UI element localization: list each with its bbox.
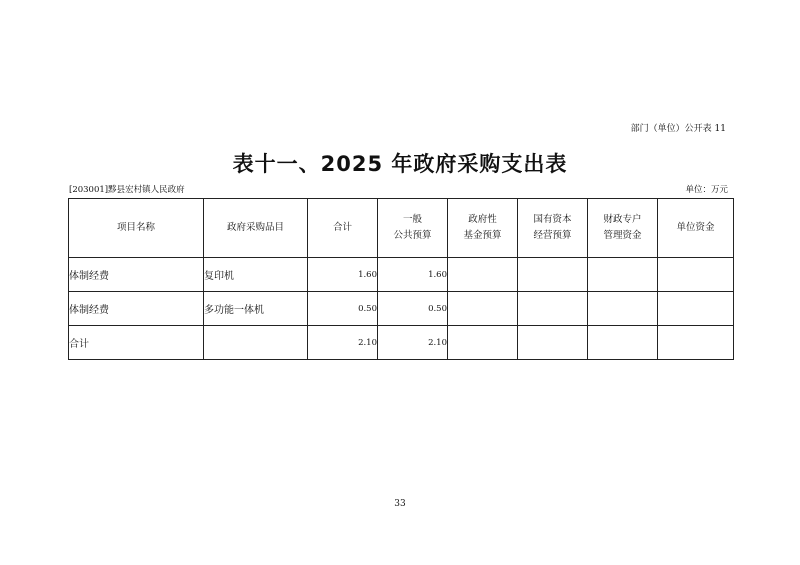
page-number: 33 bbox=[394, 499, 406, 509]
cell-fund-budget bbox=[448, 292, 518, 326]
table-total-row bbox=[69, 326, 734, 360]
cell-general-budget: 2.10 bbox=[378, 326, 448, 360]
header-general-budget: 一般 公共预算 bbox=[378, 199, 448, 258]
header-procurement-item: 政府采购品目 bbox=[204, 199, 308, 258]
header-fund-budget: 政府性 基金预算 bbox=[448, 199, 518, 258]
cell-fund-budget bbox=[448, 258, 518, 292]
cell-state-capital-budget bbox=[518, 292, 588, 326]
cell-project-name: 合计 bbox=[69, 326, 204, 360]
cell-project-name: 体制经费 bbox=[69, 292, 204, 326]
document-label: 部门（单位）公开表 11 bbox=[630, 124, 726, 134]
cell-general-budget: 0.50 bbox=[378, 292, 448, 326]
cell-state-capital-budget bbox=[518, 258, 588, 292]
cell-fund-budget bbox=[448, 326, 518, 360]
organization-name: [203001]黟县宏村镇人民政府 bbox=[69, 185, 185, 195]
page-title: 表十一、2025 年政府采购支出表 bbox=[232, 152, 568, 176]
cell-unit-funds bbox=[658, 326, 734, 360]
cell-procurement-item: 多功能一体机 bbox=[204, 292, 308, 326]
header-state-capital-budget: 国有资本 经营预算 bbox=[518, 199, 588, 258]
cell-total: 0.50 bbox=[308, 292, 378, 326]
procurement-table bbox=[68, 198, 734, 360]
unit-label: 单位：万元 bbox=[685, 185, 728, 195]
cell-total: 2.10 bbox=[308, 326, 378, 360]
cell-state-capital-budget bbox=[518, 326, 588, 360]
table-row bbox=[69, 292, 734, 326]
header-project-name: 项目名称 bbox=[69, 199, 204, 258]
header-fiscal-account-funds: 财政专户 管理资金 bbox=[588, 199, 658, 258]
cell-fiscal-account-funds bbox=[588, 292, 658, 326]
cell-general-budget: 1.60 bbox=[378, 258, 448, 292]
header-unit-funds: 单位资金 bbox=[658, 199, 734, 258]
cell-unit-funds bbox=[658, 292, 734, 326]
cell-unit-funds bbox=[658, 258, 734, 292]
cell-project-name: 体制经费 bbox=[69, 258, 204, 292]
table-row bbox=[69, 258, 734, 292]
cell-total: 1.60 bbox=[308, 258, 378, 292]
table-header-row bbox=[69, 199, 734, 258]
header-total: 合计 bbox=[308, 199, 378, 258]
cell-procurement-item bbox=[204, 326, 308, 360]
cell-fiscal-account-funds bbox=[588, 326, 658, 360]
cell-procurement-item: 复印机 bbox=[204, 258, 308, 292]
cell-fiscal-account-funds bbox=[588, 258, 658, 292]
